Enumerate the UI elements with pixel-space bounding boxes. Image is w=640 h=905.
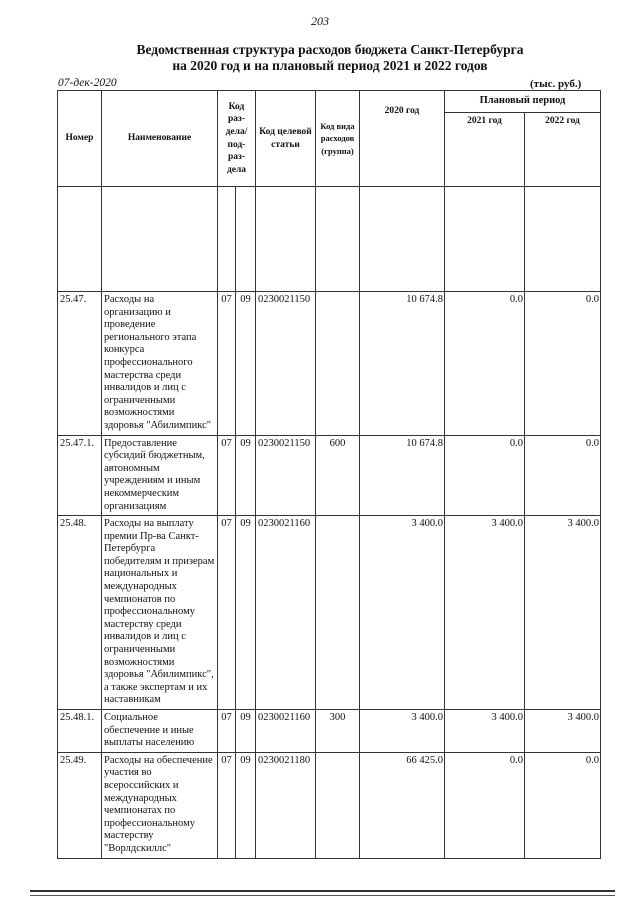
table-row — [58, 710, 601, 753]
row-name: Предоставление субсидий бюджетным, автономным учреждениям и иным некоммерческим организациям — [102, 435, 218, 516]
header-2020: 2020 год — [360, 91, 445, 187]
row-2022: 3 400.0 — [525, 516, 601, 710]
row-subsection: 09 — [236, 710, 256, 753]
row-section: 07 — [218, 292, 236, 436]
row-2022: 0.0 — [525, 292, 601, 436]
report-date: 07-дек-2020 — [58, 77, 117, 89]
row-2022: 0.0 — [525, 752, 601, 858]
row-kind — [316, 516, 360, 710]
row-subsection: 09 — [236, 752, 256, 858]
row-2020: 10 674.8 — [360, 435, 445, 516]
row-kind — [316, 292, 360, 436]
table-row — [58, 435, 601, 516]
row-2021: 3 400.0 — [445, 710, 525, 753]
row-section: 07 — [218, 516, 236, 710]
row-2021: 3 400.0 — [445, 516, 525, 710]
table-row — [58, 752, 601, 858]
header-2021: 2021 год — [445, 113, 525, 187]
spacer-row — [58, 187, 601, 292]
row-number: 25.48. — [58, 516, 102, 710]
table-row — [58, 516, 601, 710]
row-number: 25.47. — [58, 292, 102, 436]
table-row — [58, 292, 601, 436]
row-kind: 600 — [316, 435, 360, 516]
row-number: 25.48.1. — [58, 710, 102, 753]
row-name: Расходы на организацию и проведение регионального этапа конкурса профессионального мастерства среди инвалидов и лиц с ограниченными возможностями здоровья "Абилимпикс" — [102, 292, 218, 436]
header-kind: Код вида расходов (группа) — [316, 91, 360, 187]
row-kind — [316, 752, 360, 858]
row-name: Социальное обеспечение и иные выплаты населению — [102, 710, 218, 753]
row-target: 0230021160 — [256, 710, 316, 753]
page-number: 203 — [311, 14, 329, 28]
page-title — [60, 42, 600, 74]
header-planned: Плановый период — [445, 91, 601, 113]
row-target: 0230021150 — [256, 435, 316, 516]
row-number: 25.47.1. — [58, 435, 102, 516]
row-2022: 3 400.0 — [525, 710, 601, 753]
row-section: 07 — [218, 752, 236, 858]
title-line-2: на 2020 год и на плановый период 2021 и 2022 годов — [172, 58, 488, 73]
bottom-rule — [30, 890, 615, 896]
row-target: 0230021180 — [256, 752, 316, 858]
row-2021: 0.0 — [445, 292, 525, 436]
row-target: 0230021150 — [256, 292, 316, 436]
row-section: 07 — [218, 710, 236, 753]
header-name: Наименование — [102, 91, 218, 187]
row-subsection: 09 — [236, 435, 256, 516]
budget-table — [57, 90, 601, 859]
row-name: Расходы на обеспечение участия во всероссийских и международных чемпионатах по профессиональному мастерству "Ворлдскиллс" — [102, 752, 218, 858]
row-2020: 3 400.0 — [360, 710, 445, 753]
header-target: Код целевой статьи — [256, 91, 316, 187]
row-2021: 0.0 — [445, 435, 525, 516]
row-2020: 66 425.0 — [360, 752, 445, 858]
units-label: (тыс. руб.) — [530, 78, 582, 90]
row-number: 25.49. — [58, 752, 102, 858]
row-section: 07 — [218, 435, 236, 516]
header-section: Код раз-дела/ под-раз-дела — [218, 91, 256, 187]
row-target: 0230021160 — [256, 516, 316, 710]
row-subsection: 09 — [236, 292, 256, 436]
row-2022: 0.0 — [525, 435, 601, 516]
row-subsection: 09 — [236, 516, 256, 710]
row-2020: 3 400.0 — [360, 516, 445, 710]
row-kind: 300 — [316, 710, 360, 753]
header-number: Номер — [58, 91, 102, 187]
header-2022: 2022 год — [525, 113, 601, 187]
row-2021: 0.0 — [445, 752, 525, 858]
title-line-1: Ведомственная структура расходов бюджета Санкт-Петербурга — [136, 42, 524, 57]
row-name: Расходы на выплату премии Пр-ва Санкт-Петербурга победителям и призерам национальных и международных чемпионатов по профессиональному мастерству среди инвалидов и лиц с ограниченными возможностями здоровья "Абилимпикс", а также экспертам и их наставникам — [102, 516, 218, 710]
row-2020: 10 674.8 — [360, 292, 445, 436]
